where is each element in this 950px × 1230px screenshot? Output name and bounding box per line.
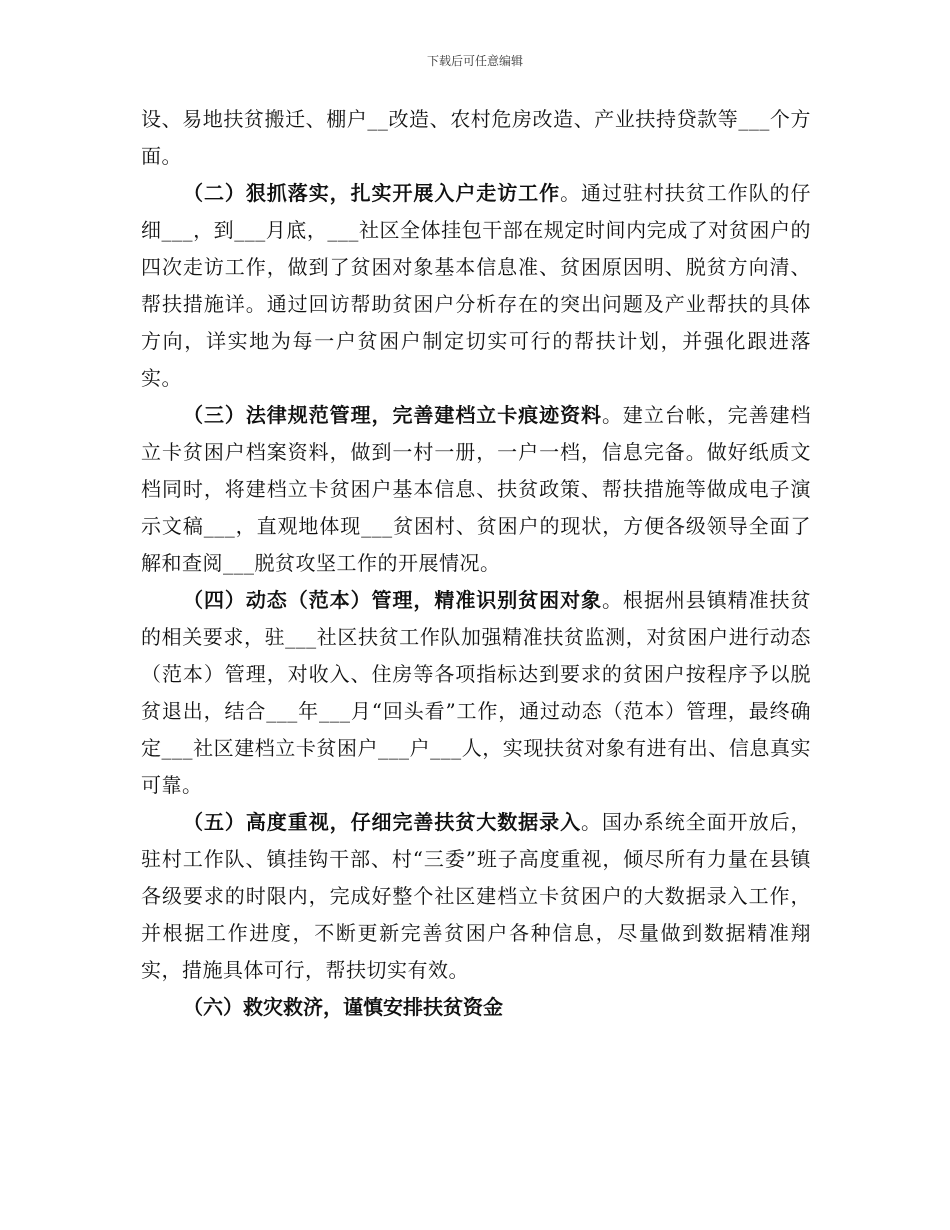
section-heading: （四）动态（范本）管理，精准识别贫困对象 bbox=[183, 588, 602, 612]
paragraph-text: 。国办系统全面开放后，驻村工作队、镇挂钩干部、村“三委”班子高度重视，倾尽所有力量在县镇各级要求的时限内，完成好整个社区建档立卡贫困户的大数据录入工作，并根据工作进度，不断更新完善贫困户各种信息，尽量做到数据精准翔实，措施具体可行，帮扶切实有效。 bbox=[141, 810, 812, 982]
section-heading: （二）狠抓落实，扎实开展入户走访工作 bbox=[183, 181, 561, 205]
paragraph-section-4 bbox=[141, 582, 811, 804]
page-header: 下载后可任意编辑 bbox=[426, 54, 523, 68]
paragraph-text: 。根据州县镇精准扶贫的相关要求，驻___社区扶贫工作队加强精准扶贫监测，对贫困户进行动态（范本）管理，对收入、住房等各项指标达到要求的贫困户按程序予以脱贫退出，结合___年___月“回头看”工作，通过动态（范本）管理，最终确定___社区建档立卡贫困户___户___人，实现扶贫对象有进有出、信息真实可靠。 bbox=[141, 588, 812, 797]
section-heading: （五）高度重视，仔细完善扶贫大数据录入 bbox=[183, 810, 582, 834]
section-heading: （三）法律规范管理，完善建档立卡痕迹资料 bbox=[183, 403, 602, 427]
paragraph-section-5 bbox=[141, 804, 811, 989]
paragraph-text: 。通过驻村扶贫工作队的仔细___，到___月底，___社区全体挂包干部在规定时间内完成了对贫困户的四次走访工作，做到了贫困对象基本信息准、贫困原因明、脱贫方向清、帮扶措施详。通过回访帮助贫困户分析存在的突出问题及产业帮扶的具体方向，详实地为每一户贫困户制定切实可行的帮扶计划，并强化跟进落实。 bbox=[141, 181, 812, 390]
section-heading: （六）救灾救济，谨慎安排扶贫资金 bbox=[183, 995, 503, 1019]
paragraph-continuation bbox=[141, 101, 811, 175]
paragraph-text: 。建立台帐，完善建档立卡贫困户档案资料，做到一村一册，一户一档，信息完备。做好纸质文档同时，将建档立卡贫困户基本信息、扶贫政策、帮扶措施等做成电子演示文稿___，直观地体现___贫困村、贫困户的现状，方便各级领导全面了解和查阅___脱贫攻坚工作的开展情况。 bbox=[141, 403, 812, 575]
paragraph-text: 设、易地扶贫搬迁、棚户__改造、农村危房改造、产业扶持贷款等___个方面。 bbox=[141, 107, 811, 168]
paragraph-section-3 bbox=[141, 397, 811, 582]
paragraph-section-2 bbox=[141, 175, 811, 397]
paragraph-section-6 bbox=[141, 989, 811, 1026]
document-body bbox=[141, 101, 811, 1026]
